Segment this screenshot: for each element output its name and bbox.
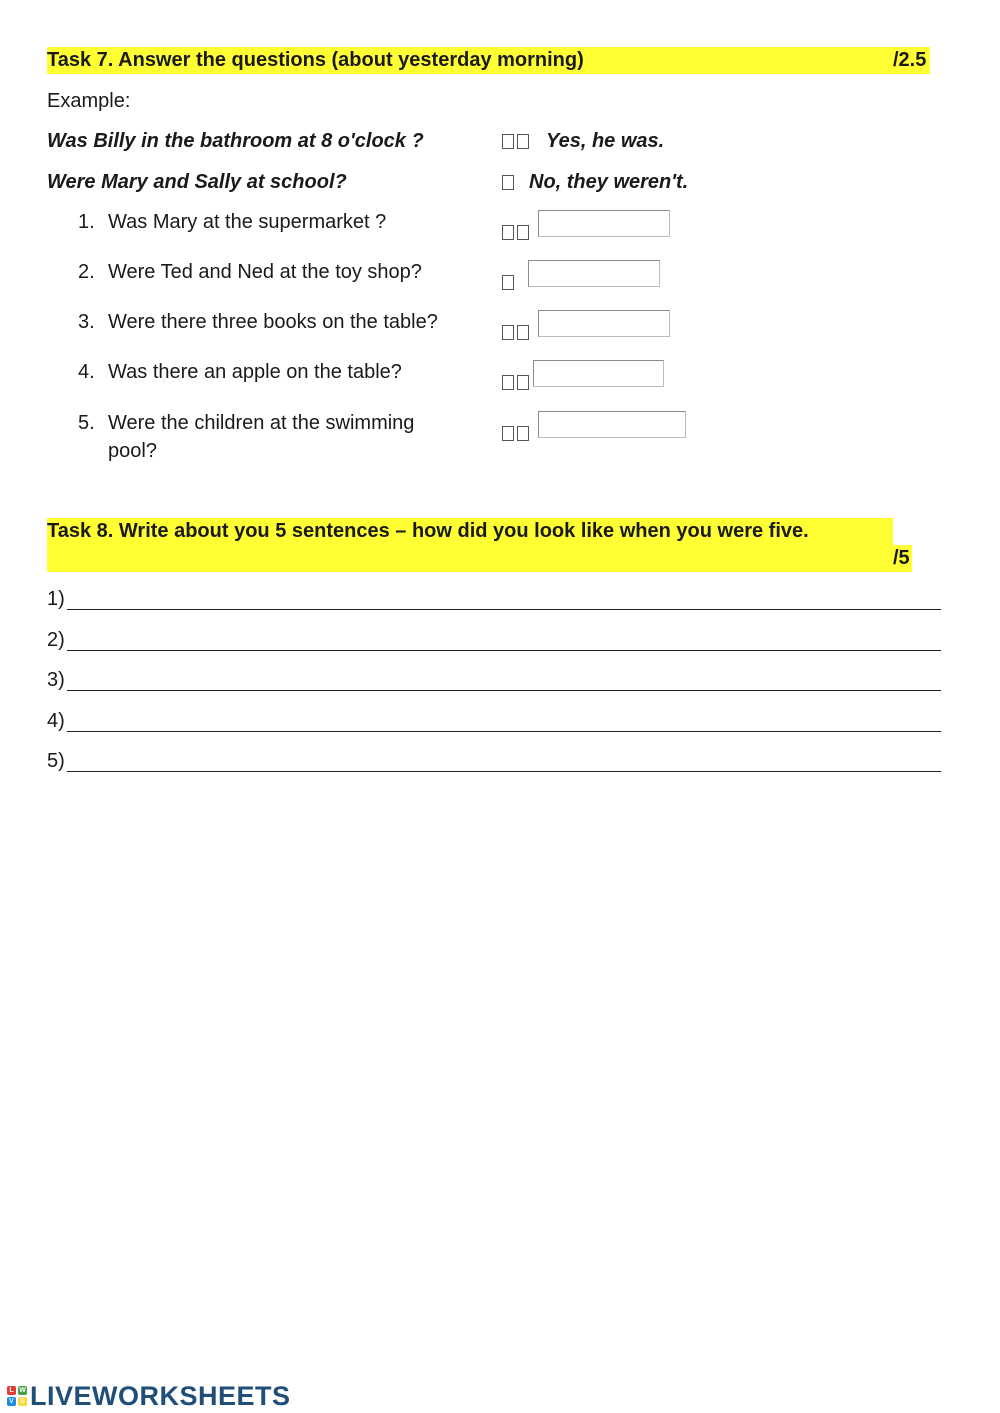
writing-rule: [67, 609, 941, 610]
example-answer-1: Yes, he was.: [546, 130, 665, 152]
writing-line-number: 5): [47, 750, 65, 772]
writing-rule: [67, 731, 941, 732]
logo-tile: L: [7, 1386, 16, 1395]
example-answer-2: No, they weren't.: [529, 171, 689, 193]
writing-line-number: 2): [47, 629, 65, 651]
question-text-2: Were Ted and Ned at the toy shop?: [108, 261, 422, 283]
answer-input-4[interactable]: [533, 360, 664, 387]
liveworksheets-logo: [7, 1380, 291, 1412]
example-label: Example:: [47, 90, 131, 112]
logo-tile: W: [19, 1387, 26, 1394]
writing-line-5[interactable]: [47, 750, 941, 776]
question-text-3: Were there three books on the table?: [108, 311, 438, 333]
task7-title: Task 7. Answer the questions (about yesterday morning): [47, 49, 584, 71]
answer-input-5[interactable]: [538, 411, 686, 438]
writing-line-3[interactable]: [47, 669, 941, 695]
writing-rule: [67, 771, 941, 772]
question-number-2: 2.: [78, 261, 95, 283]
placeholder-glyph-icon: [502, 375, 532, 394]
writing-line-number: 4): [47, 710, 65, 732]
placeholder-glyph-icon: [502, 325, 532, 344]
logo-tile: S: [18, 1397, 27, 1406]
question-number-5: 5.: [78, 412, 95, 434]
answer-input-3[interactable]: [538, 310, 670, 337]
placeholder-glyph-icon: [502, 275, 517, 294]
answer-input-2[interactable]: [528, 260, 660, 287]
writing-line-number: 1): [47, 588, 65, 610]
example-question-1: Was Billy in the bathroom at 8 o'clock ?: [47, 130, 424, 152]
placeholder-glyph-icon: [502, 225, 532, 244]
question-number-1: 1.: [78, 211, 95, 233]
question-text-4: Was there an apple on the table?: [108, 361, 402, 383]
question-text-1: Was Mary at the supermarket ?: [108, 211, 387, 233]
writing-line-number: 3): [47, 669, 65, 691]
writing-rule: [67, 650, 941, 651]
task8-header-bar-2: [47, 545, 912, 572]
writing-line-4[interactable]: [47, 710, 941, 736]
question-number-3: 3.: [78, 311, 95, 333]
placeholder-glyph-icon: [502, 426, 532, 445]
question-number-4: 4.: [78, 361, 95, 383]
logo-mark-icon: [7, 1386, 27, 1406]
task7-score: /2.5: [893, 49, 927, 71]
writing-rule: [67, 690, 941, 691]
task8-title: Task 8. Write about you 5 sentences – how did you look like when you were five.: [47, 520, 809, 542]
example-question-2: Were Mary and Sally at school?: [47, 171, 347, 193]
logo-text: LIVEWORKSHEETS: [30, 1380, 291, 1411]
placeholder-glyph-icon: [502, 134, 532, 153]
writing-line-1[interactable]: [47, 588, 941, 614]
question-text-5-line2: pool?: [108, 440, 157, 462]
answer-input-1[interactable]: [538, 210, 670, 237]
task8-score: /5: [893, 547, 910, 569]
logo-tile: V: [7, 1397, 16, 1406]
placeholder-glyph-icon: [502, 175, 517, 194]
writing-line-2[interactable]: [47, 629, 941, 655]
question-text-5-line1: Were the children at the swimming: [108, 412, 415, 434]
